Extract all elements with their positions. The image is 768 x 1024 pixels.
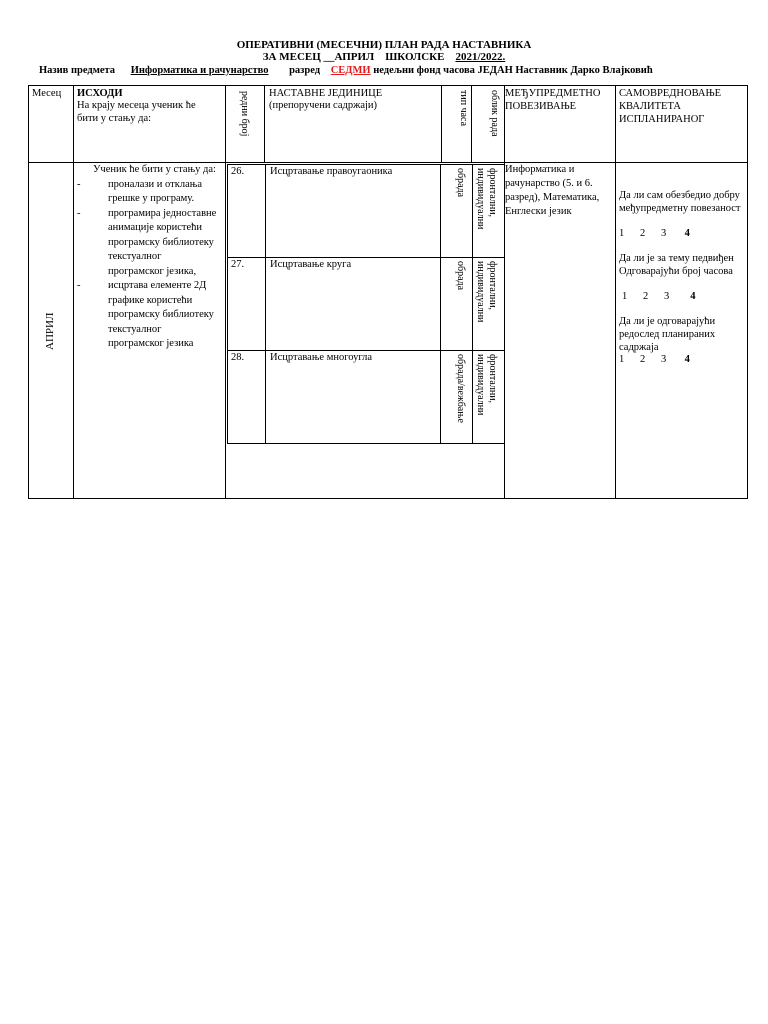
header-teaching-units: НАСТАВНЕ ЈЕДИНИЦЕ xyxy=(269,88,383,99)
header-teaching-units-sub: (препоручени садржаји) xyxy=(269,100,378,111)
header-lesson-no: редни број xyxy=(239,91,250,137)
self-eval-question: Да ли сам обезбедио добру међупредметну повезаност xyxy=(619,190,741,214)
header-outcomes-title: ИСХОДИ xyxy=(77,88,123,99)
subject-line xyxy=(39,64,653,77)
self-eval-scale: 1 2 3 4 xyxy=(619,228,690,239)
document-subtitle xyxy=(0,51,768,64)
school-year: 2021/2022. xyxy=(455,51,506,63)
lesson-no: 26. xyxy=(231,166,245,177)
lesson-title: Исцртавање многоугла xyxy=(270,352,373,363)
month-and-school-label: ЗА МЕСЕЦ __АПРИЛ ШКОЛСКЕ xyxy=(262,51,456,63)
self-eval-question: Да ли је одговарајући редослед планираних садржаја xyxy=(619,316,716,353)
outcome-item: - проналази и отклања грешке у програму. xyxy=(77,178,202,204)
document-title: ОПЕРАТИВНИ (МЕСЕЧНИ) ПЛАН РАДА НАСТАВНИКА xyxy=(236,39,532,51)
header-outcomes-sub: На крају месеца ученик ће бити у стању да: xyxy=(77,100,196,124)
outcomes-list xyxy=(77,163,217,352)
subject-label: Назив предмета xyxy=(39,65,116,76)
fund-and-teacher: недељни фонд часова ЈЕДАН Наставник Дарко Влајковић xyxy=(373,65,653,76)
lesson-type: обрада xyxy=(455,261,466,291)
lesson-work-form: фронтални, индивидуални xyxy=(475,354,498,416)
subject-name: Информатика и рачунарство xyxy=(130,65,269,76)
header-month: Месец xyxy=(32,88,62,99)
lesson-work-form: фронтални, индивидуални xyxy=(475,168,498,230)
month-value: АПРИЛ xyxy=(44,312,56,350)
lesson-no: 27. xyxy=(231,259,245,270)
outcome-item: - програмира једноставне анимације користећи програмску библиотеку текстуалног програмског језика, xyxy=(77,207,217,277)
lesson-title: Исцртавање правоугаоника xyxy=(270,166,393,177)
header-lesson-type: тип часа xyxy=(458,90,469,127)
lesson-title: Исцртавање круга xyxy=(270,259,352,270)
self-eval-scale: 1 2 3 4 xyxy=(622,291,696,302)
cross-curricular-text: Информатика и рачунарство (5. и 6. разред), Математика, Енглески језик xyxy=(505,164,600,217)
header-work-form: облик рада xyxy=(489,90,500,137)
self-eval-scale: 1 2 3 4 xyxy=(619,354,690,365)
lesson-type: обрада/вежбање xyxy=(455,354,466,423)
lesson-type: обрада xyxy=(455,168,466,198)
grade-label: разред xyxy=(289,65,321,76)
grade-value: СЕДМИ xyxy=(330,65,371,76)
self-eval-question: Да ли је за тему педвиђен Одговарајући број часова xyxy=(619,253,734,277)
outcomes-intro: Ученик ће бити у стању да: xyxy=(93,164,216,175)
lesson-work-form: фронтални, индивидуални xyxy=(475,261,498,323)
outcome-item: - исцртава елементе 2Д графике користећи програмску библиотеку текстуалног програмског језика xyxy=(77,280,214,349)
lesson-no: 28. xyxy=(231,352,245,363)
header-cross-curricular: МЕЂУПРЕДМЕТНО ПОВЕЗИВАЊЕ xyxy=(505,88,601,112)
header-self-evaluation: САМОВРЕДНОВАЊЕ КВАЛИТЕТА ИСПЛАНИРАНОГ xyxy=(619,88,722,125)
